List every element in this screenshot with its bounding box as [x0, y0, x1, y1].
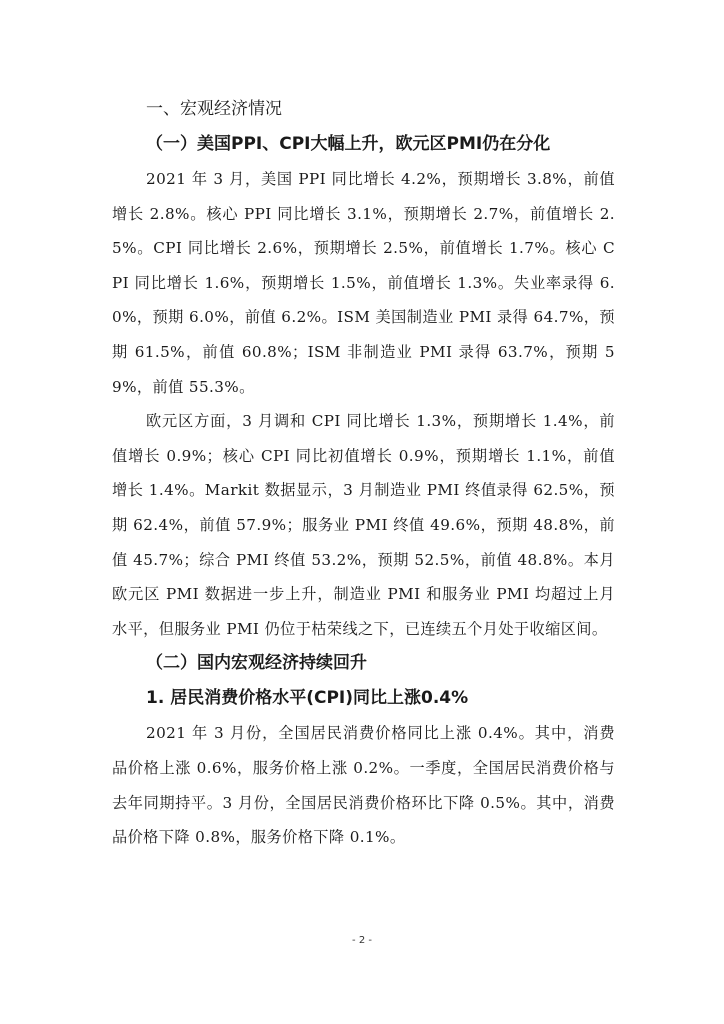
section-heading: 一、宏观经济情况	[146, 99, 282, 119]
page-number: - 2 -	[352, 935, 372, 946]
paragraph-us-economy: 2021 年 3 月，美国 PPI 同比增长 4.2%，预期增长 3.8%，前值增长 2.8%。核心 PPI 同比增长 3.1%，预期增长 2.7%，前值增长 2.5%。CPI 同比增长 2.6%，预期增长 2.5%，前值增长 1.7%。核心 CPI 同比增长 1.6%，预期增长 1.5%，前值增长 1.3%。失业率录得 6.0%，预期 6.0%，前值 6.2%。ISM 美国制造业 PMI 录得 64.7%，预期 61.5%，前值 60.8%；ISM 非制造业 PMI 录得 63.7%，预期 59%，前值 55.3%。	[112, 170, 615, 396]
subsection-heading-1: （一）美国PPI、CPI大幅上升，欧元区PMI仍在分化	[146, 134, 551, 154]
subsection-heading-2: （二）国内宏观经济持续回升	[146, 653, 367, 674]
paragraph-eurozone-economy: 欧元区方面，3 月调和 CPI 同比增长 1.3%，预期增长 1.4%，前值增长 0.9%；核心 CPI 同比初值增长 0.9%，预期增长 1.1%，前值增长 1.4%。Markit 数据显示，3 月制造业 PMI 终值录得 62.5%，预期 62.4%，前值 57.9%；服务业 PMI 终值 49.6%，预期 48.8%，前值 45.7%；综合 PMI 终值 53.2%，预期 52.5%，前值 48.8%。本月欧元区 PMI 数据进一步上升，制造业 PMI 和服务业 PMI 均超过上月水平，但服务业 PMI 仍位于枯荣线之下，已连续五个月处于收缩区间。	[112, 412, 615, 638]
paragraph-domestic-cpi: 2021 年 3 月份，全国居民消费价格同比上涨 0.4%。其中，消费品价格上涨 0.6%，服务价格上涨 0.2%。一季度，全国居民消费价格与去年同期持平。3 月份，全国居民消费价格环比下降 0.5%。其中，消费品价格下降 0.8%，服务价格下降 0.1%。	[112, 724, 615, 847]
item-heading-cpi: 1. 居民消费价格水平(CPI)同比上涨0.4%	[146, 688, 469, 709]
document-body	[112, 92, 615, 855]
